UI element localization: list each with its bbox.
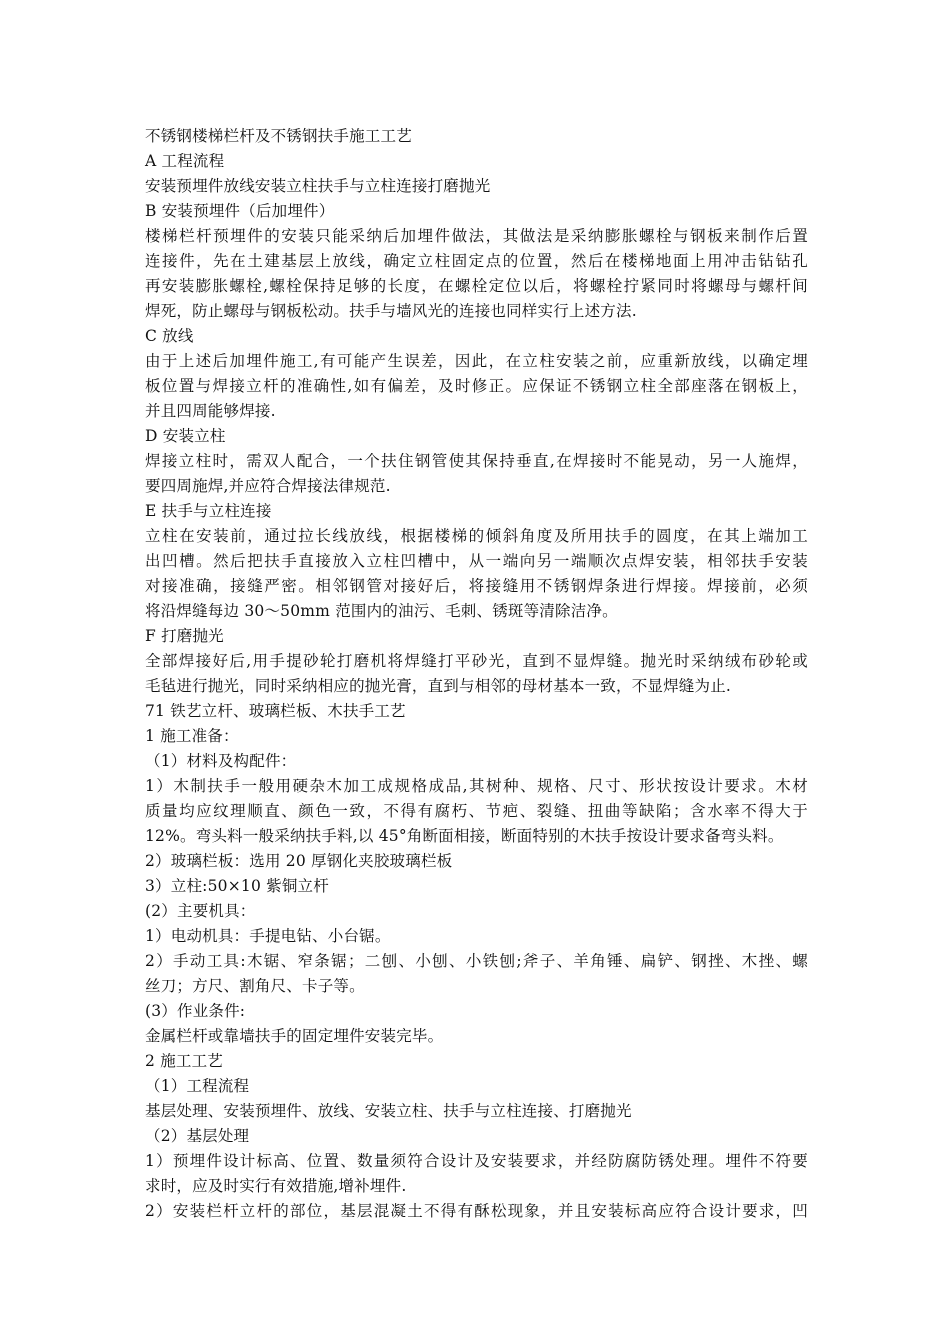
text-line: 要四周施焊,并应符合焊接法律规范. (145, 477, 391, 495)
text-line: 板位置与焊接立杆的准确性,如有偏差，及时修正。应保证不锈钢立柱全部座落在钢板上， (145, 377, 808, 395)
text-line: 1）木制扶手一般用硬杂木加工成规格成品,其树种、规格、尺寸、形状按设计要求。木材 (145, 777, 808, 795)
text-line: 丝刀；方尺、割角尺、卡子等。 (145, 977, 365, 995)
section-heading-f: F 打磨抛光 (145, 627, 224, 645)
section-heading-2: 2 施工工艺 (145, 1052, 223, 1070)
section-heading-71: 71 铁艺立杆、玻璃栏板、木扶手工艺 (145, 702, 406, 720)
document-body (145, 124, 808, 1224)
subsection-heading: (2）主要机具： (145, 902, 256, 920)
text-line: 焊死，防止螺母与钢板松动。扶手与墙风光的连接也同样实行上述方法. (145, 302, 637, 320)
section-heading-d: D 安装立柱 (145, 427, 226, 445)
text-line: 1）电动机具：手提电钻、小台锯。 (145, 927, 391, 945)
section-heading-b: B 安装预埋件（后加埋件） (145, 202, 335, 220)
subsection-heading: （1）工程流程 (145, 1077, 250, 1095)
text-line: 12%。弯头料一般采纳扶手料,以 45°角断面相接，断面特别的木扶手按设计要求备弯头料。 (145, 827, 784, 845)
text-line: 立柱在安装前，通过拉长线放线，根据楼梯的倾斜角度及所用扶手的圆度，在其上端加工 (145, 527, 808, 545)
text-line: 2）安装栏杆立杆的部位，基层混凝土不得有酥松现象，并且安装标高应符合设计要求，凹 (145, 1202, 808, 1220)
text-line: 将沿焊缝每边 30～50mm 范围内的油污、毛刺、锈斑等清除洁净。 (145, 602, 618, 620)
document-title: 不锈钢楼梯栏杆及不锈钢扶手施工工艺 (145, 127, 412, 145)
subsection-heading: （2）基层处理 (145, 1127, 250, 1145)
text-line: 再安装膨胀螺栓,螺栓保持足够的长度，在螺栓定位以后，将螺栓拧紧同时将螺母与螺杆间 (145, 277, 808, 295)
text-line: 毛毡进行抛光，同时采纳相应的抛光膏，直到与相邻的母材基本一致，不显焊缝为止. (145, 677, 732, 695)
text-line: 基层处理、安装预埋件、放线、安装立柱、扶手与立柱连接、打磨抛光 (145, 1102, 632, 1120)
text-line: 由于上述后加埋件施工,有可能产生误差，因此，在立柱安装之前，应重新放线，以确定埋 (145, 352, 808, 370)
text-line: 出凹槽。然后把扶手直接放入立柱凹槽中，从一端向另一端顺次点焊安装，相邻扶手安装 (145, 552, 808, 570)
text-line: 焊接立柱时，需双人配合，一个扶住钢管使其保持垂直,在焊接时不能晃动，另一人施焊， (145, 452, 808, 470)
text-line: 求时，应及时实行有效措施,增补埋件. (145, 1177, 407, 1195)
section-heading-a: A 工程流程 (145, 152, 225, 170)
text-line: 1）预埋件设计标高、位置、数量须符合设计及安装要求，并经防腐防锈处理。埋件不符要 (145, 1152, 808, 1170)
subsection-heading: 1 施工准备： (145, 727, 239, 745)
text-line: 2）手动工具:木锯、窄条锯；二刨、小刨、小铁刨;斧子、羊角锤、扁铲、钢挫、木挫、螺 (145, 952, 808, 970)
subsection-heading: (3）作业条件: (145, 1002, 246, 1020)
text-line: 3）立柱:50×10 紫铜立杆 (145, 877, 329, 895)
text-line: 金属栏杆或靠墙扶手的固定埋件安装完毕。 (145, 1027, 444, 1045)
section-heading-e: E 扶手与立柱连接 (145, 502, 272, 520)
text-line: 连接件，先在土建基层上放线，确定立柱固定点的位置，然后在楼梯地面上用冲击钻钻孔 (145, 252, 808, 270)
text-line: 全部焊接好后,用手提砂轮打磨机将焊缝打平砂光，直到不显焊缝。抛光时采纳绒布砂轮或 (145, 652, 808, 670)
subsection-heading: （1）材料及构配件： (145, 752, 297, 770)
text-line: 对接准确，接缝严密。相邻钢管对接好后，将接缝用不锈钢焊条进行焊接。焊接前，必须 (145, 577, 808, 595)
text-line: 2）玻璃栏板：选用 20 厚钢化夹胶玻璃栏板 (145, 852, 453, 870)
text-line: 楼梯栏杆预埋件的安装只能采纳后加埋件做法，其做法是采纳膨胀螺栓与钢板来制作后置 (145, 227, 808, 245)
section-heading-c: C 放线 (145, 327, 194, 345)
text-line: 并且四周能够焊接. (145, 402, 276, 420)
text-line: 安装预埋件放线安装立柱扶手与立柱连接打磨抛光 (145, 177, 491, 195)
text-line: 质量均应纹理顺直、颜色一致，不得有腐朽、节疤、裂缝、扭曲等缺陷；含水率不得大于 (145, 802, 808, 820)
